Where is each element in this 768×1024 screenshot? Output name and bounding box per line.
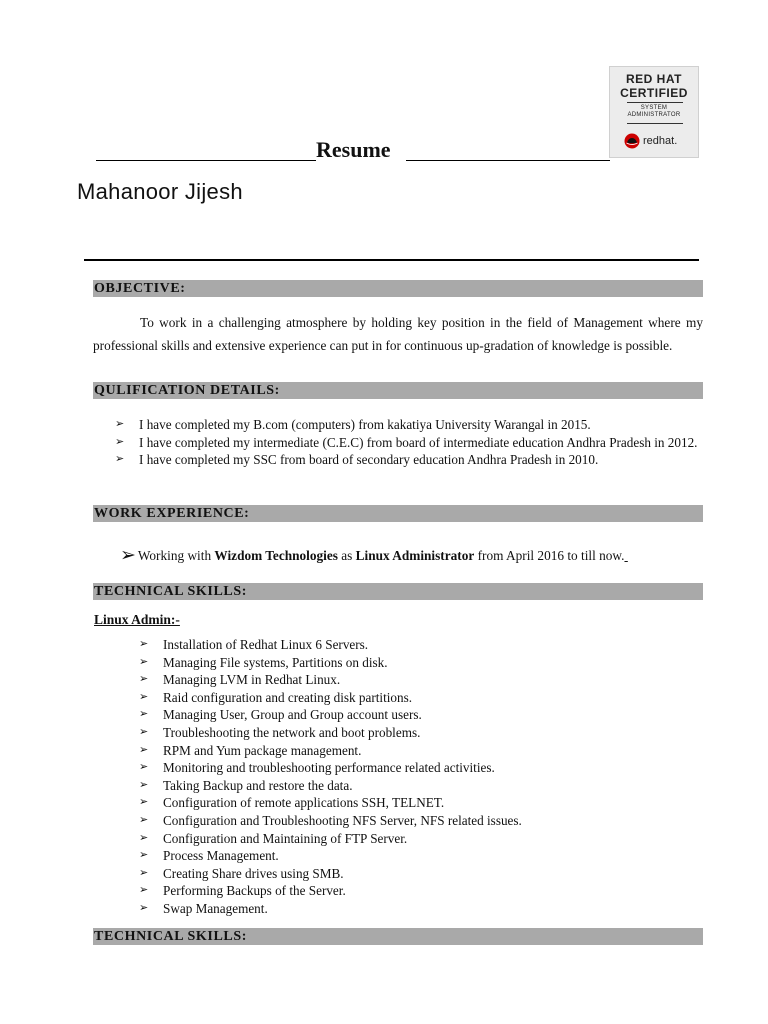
arrow-bullet-icon: ➢ [139,866,149,879]
redhat-certified-badge [609,66,699,158]
arrow-bullet-icon: ➢ [139,831,149,844]
badge-line-3: SYSTEM [640,105,668,111]
list-item [139,882,699,900]
list-item [139,847,699,865]
arrow-bullet-icon: ➢ [139,708,149,721]
arrow-bullet-icon: ➢ [139,743,149,756]
skill-text: Swap Management. [163,900,268,916]
list-item [139,812,699,830]
arrow-bullet-icon: ➢ [139,725,149,738]
trailing-underline [624,548,627,563]
list-item [115,416,703,434]
section-header-technical-skills: TECHNICAL SKILLS: [93,583,703,600]
linux-admin-subheading: Linux Admin:- [94,612,180,627]
qualification-text: I have completed my intermediate (C.E.C) from board of intermediate education Andhra Pradesh in 2012. [139,434,698,450]
badge-line-4: ADMINISTRATOR [627,112,681,118]
skill-text: Troubleshooting the network and boot problems. [163,724,421,740]
section-header-objective: OBJECTIVE: [93,280,703,297]
list-item [139,794,699,812]
arrow-bullet-icon: ➢ [139,813,149,826]
skill-text: Configuration of remote applications SSH, TELNET. [163,795,445,811]
redhat-logo-icon [624,133,640,149]
arrow-bullet-icon: ➢ [139,884,149,897]
list-item [139,865,699,883]
list-item [115,434,703,452]
list-item [139,724,699,742]
page-title: Resume [316,137,391,162]
header-divider [84,259,699,261]
skills-list [139,636,699,918]
arrow-bullet-icon: ➢ [115,418,125,430]
skill-text: Managing User, Group and Group account users. [163,707,422,723]
arrow-bullet-icon: ➢ [139,901,149,914]
badge-brand: redhat. [643,135,678,147]
work-prefix: Working with [137,548,215,563]
arrow-bullet-icon: ➢ [139,849,149,862]
section-header-work-experience: WORK EXPERIENCE: [93,505,703,522]
qualification-list [115,416,703,469]
arrow-bullet-icon: ➢ [120,545,136,566]
skill-text: RPM and Yum package management. [163,742,362,758]
skill-text: Installation of Redhat Linux 6 Servers. [163,637,369,652]
list-item [139,830,699,848]
qualification-text: I have completed my B.com (computers) from kakatiya University Warangal in 2015. [139,417,591,432]
skill-text: Monitoring and troubleshooting performance related activities. [163,760,495,776]
list-item [139,777,699,795]
arrow-bullet-icon: ➢ [139,673,149,686]
arrow-bullet-icon: ➢ [139,638,149,650]
skill-text: Managing LVM in Redhat Linux. [163,672,341,688]
list-item [139,636,699,654]
arrow-bullet-icon: ➢ [139,796,149,809]
arrow-bullet-icon: ➢ [115,435,125,448]
work-suffix: from April 2016 to till now. [474,548,625,563]
arrow-bullet-icon: ➢ [139,778,149,791]
badge-line-2: CERTIFIED [620,86,688,100]
badge-line-1: RED HAT [626,72,682,86]
company-name: Wizdom Technologies [214,548,338,563]
section-header-technical-skills-2: TECHNICAL SKILLS: [93,928,703,945]
objective-text: To work in a challenging atmosphere by holding key position in the field of Management where my professional skills and extensive experience can put in for continuous up-gradation of knowledge is possible. [93,315,703,353]
skill-text: Process Management. [163,848,279,864]
list-item [139,654,699,672]
job-role: Linux Administrator [355,548,475,563]
work-experience-entry [120,545,628,566]
skill-text: Managing File systems, Partitions on disk. [163,654,388,670]
title-underline-right [406,160,610,161]
arrow-bullet-icon: ➢ [139,690,149,703]
list-item [139,759,699,777]
skill-text: Raid configuration and creating disk partitions. [163,689,413,705]
list-item [115,451,703,469]
skill-text: Creating Share drives using SMB. [163,865,344,881]
arrow-bullet-icon: ➢ [139,655,149,668]
badge-divider-bottom [627,123,683,124]
candidate-name: Mahanoor Jijesh [77,179,243,204]
skill-text: Taking Backup and restore the data. [163,777,353,793]
skill-text: Configuration and Maintaining of FTP Server. [163,830,408,846]
list-item [139,742,699,760]
section-header-qualification: QULIFICATION DETAILS: [93,382,703,399]
work-mid: as [337,548,356,563]
list-item [139,689,699,707]
list-item [139,900,699,918]
title-underline-left [96,160,316,161]
skill-text: Configuration and Troubleshooting NFS Server, NFS related issues. [163,812,522,828]
list-item [139,671,699,689]
qualification-text: I have completed my SSC from board of secondary education Andhra Pradesh in 2010. [139,452,599,468]
arrow-bullet-icon: ➢ [115,453,125,466]
arrow-bullet-icon: ➢ [139,761,149,774]
skill-text: Performing Backups of the Server. [163,883,346,899]
badge-divider-top [627,102,683,103]
list-item [139,706,699,724]
